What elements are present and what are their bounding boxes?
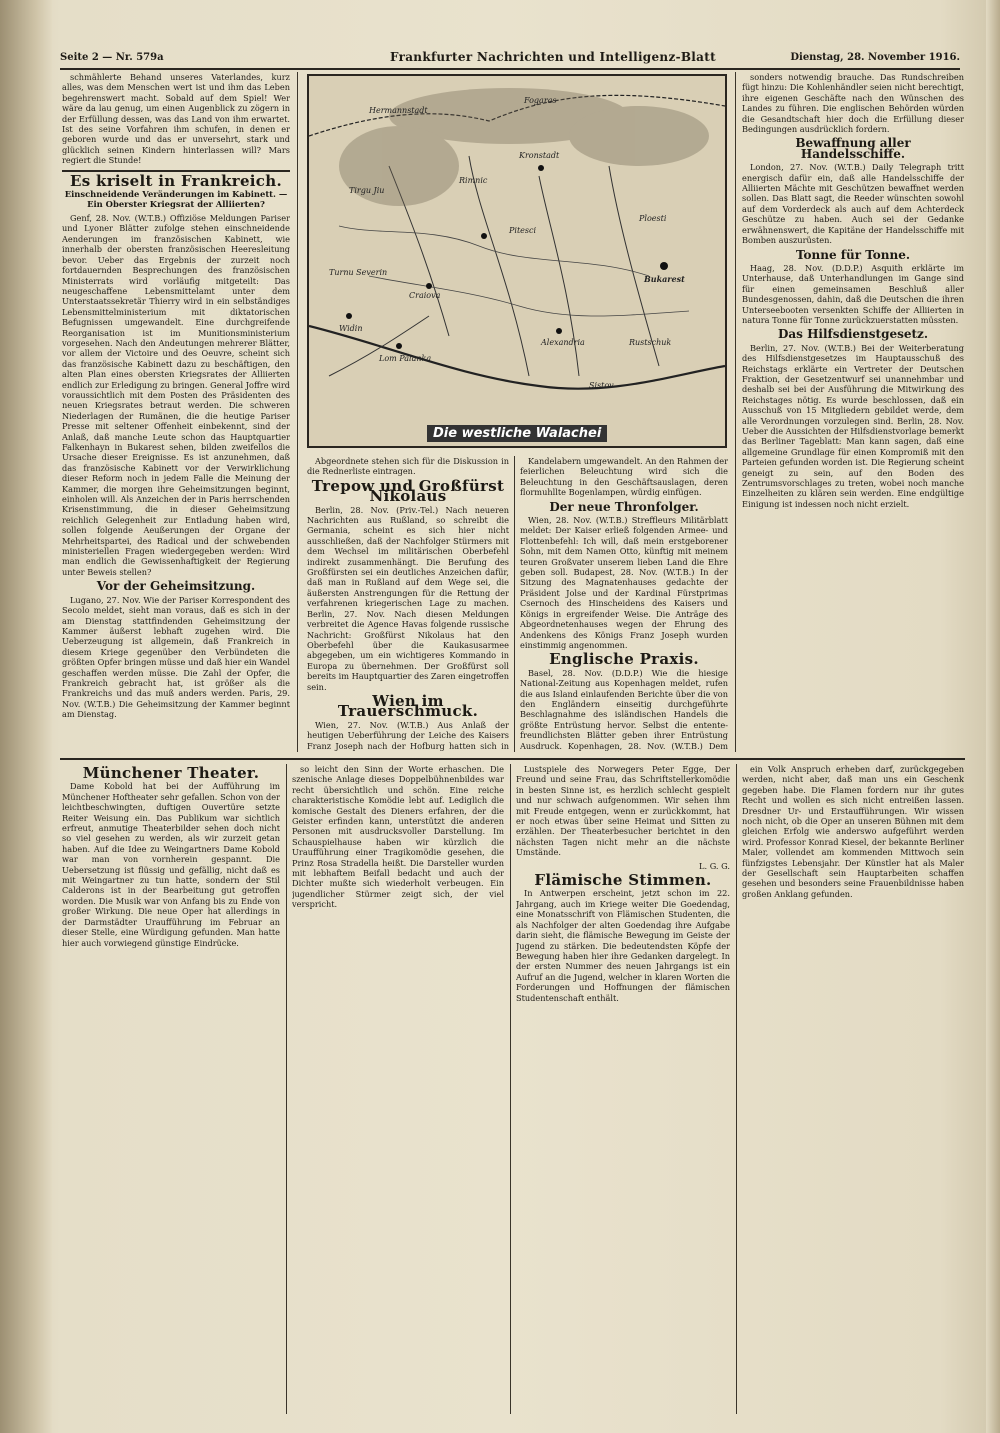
- article-wien: Wien, 27. Nov. (W.T.B.) Aus Anlaß der heutigen Ueberführung der Leiche des Kaisers Franz Joseph nach der Hofburg hatten sich in: [307, 719, 509, 751]
- headline-geheimsitzung: Vor der Geheimsitzung.: [96, 579, 256, 594]
- masthead: Frankfurter Nachrichten und Intelligenz-Blatt: [390, 50, 716, 64]
- article-flaemische-stimmen: In Antwerpen erscheint, jetzt schon im 22. Jahrgang, auch im Kriege weiter Die Goedendag, eine Monatsschrift von Flämischen Studenten, die als Nachfolger der alten Goedendag ihre Aufgabe darin sieht, die flämische Bewegung im Geiste der Jugend zu stärken. Die bedeutendsten Köpfe der Bewegung haben hier ihre Gedanken dargelegt. In der ersten Nummer des neuen Jahrgangs ist ein Aufruf an die Jugend, welcher in klaren Worten die Forderungen und Hoffnungen der flämischen Studentenschaft enthält.: [516, 888, 730, 1003]
- map-label-fogaras: Fogaras: [524, 96, 557, 105]
- article-feuilleton-notes: ein Volk Anspruch erheben darf, zurückgegeben werden, nicht aber, daß man uns ein Geschenk gegeben habe. Die Flamen fordern nur ihr gutes Recht und wollen es sich nicht entreißen lassen. Dresdner Ur- und Erstaufführungen. Wir wissen noch nicht, ob die Oper an unseren Bühnen mit dem gleichen Erfolg wie anderswo aufgeführt werden wird. Professor Konrad Kiesel, der bekannte Berliner Maler, vollendet am kommenden Mittwoch sein fünfzigstes Lebensjahr. Der Künstler hat als Maler der Gesellschaft sein Hauptarbeiten schaffen gesehen und besonders seine Frauenbildnisse haben großen Anklang gefunden.: [742, 764, 964, 899]
- column-2-intro: Abgeordnete stehen sich für die Diskussion in die Rednerliste eintragen.: [307, 456, 509, 477]
- column-3: [520, 456, 728, 752]
- subhead-frankreich: Einschneidende Veränderungen im Kabinett. — Ein Oberster Kriegsrat der Alliierten?: [64, 189, 288, 210]
- headline-trepow: Trepow und Großfürst Nikolaus: [311, 476, 505, 506]
- article-geheimsitzung: Lugano, 27. Nov. Wie der Pariser Korrespondent des Secolo meldet, sieht man voraus, daß es sich in der am Dienstag stattfindenden Geheimsitzung der Kammer äußerst lebhaft zugehen wird. Die Ueberzeugung ist allgemein, daß Frankreich in diesem Kriege gegenüber den Verbündeten die größten Opfer bringen müsse und daß hier ein Wandel geschaffen werden müsse. Die Zahl der Opfer, die Frankreich gebracht hat, ist größer als die Frankreichs und das muß anders werden. Paris, 29. Nov. (W.T.B.) Die Geheimsitzung der Kammer beginnt am Dienstag.: [62, 594, 290, 720]
- map-label-hermannstadt: Hermannstadt: [369, 106, 428, 115]
- column-rule: [286, 764, 287, 1414]
- column-1-intro: schmählerte Behand unseres Vaterlandes, kurz alles, was dem Menschen wert ist und ihm das Leben begehrenswert macht. Sobald auf dem Spiel! Wer wäre da lau genug, um einen Augenblick zu zögern in der Erfüllung dessen, was das Land von ihm erwartet. Ist des seine Vorfahren ihm schufen, in denen er geboren wurde und das er unversehrt, stark und glücklich seinen Kindern hinterlassen will? Mars regiert die Stunde!: [62, 72, 290, 166]
- column-rule: [514, 456, 515, 752]
- bottom-column-2: [292, 764, 504, 1414]
- map-label-bukarest: Bukarest: [644, 274, 685, 284]
- map-label-tirgu-jiu: Tirgu Jiu: [349, 186, 385, 195]
- headline-tonne: Tonne für Tonne.: [795, 247, 911, 262]
- bottom-column-4: [742, 764, 964, 1414]
- headline-muenchener-theater: Münchener Theater.: [82, 764, 260, 782]
- map-label-rustschuk: Rustschuk: [629, 338, 672, 347]
- column-3-intro: Kandelabern umgewandelt. An den Rahmen der feierlichen Beleuchtung wird sich die Beleuchtung in den Geschäftsauslagen, deren flormuhllte Bogenlampen, würdig einfügen.: [520, 456, 728, 498]
- article-englische-praxis: Basel, 28. Nov. (D.D.P.) Wie die hiesige National-Zeitung aus Kopenhagen meldet, rufen die aus Island einlaufenden Berichte über die von den Engländern einseitig durchgeführte Beschlagnahme des isländischen Handels die größte Entrüstung hervor. Selbst die entente-freundlichsten Blätter geben ihrer Entrüstung Ausdruck. Kopenhagen, 28. Nov. (W.T.B.) Dem: [520, 667, 728, 751]
- column-2: [307, 456, 509, 752]
- article-muenchener-theater: Dame Kobold hat bei der Aufführung im Münchener Hoftheater sehr gefallen. Schon von der leichtbeschwingten, duftigen Ouvertüre setzte Reiter Weisung ein. Das Publikum war sichtlich erfreut, anmutige Theaterbilder sehen doch nicht so viel gesehen zu werden, als wir zurzeit getan haben. Auf die Idee zu Weingartners Dame Kobold war man von vornherein gespannt. Die Uebersetzung ist flüssig und gefällig, nicht daß es mit Weingartner zu tun hatte, sondern der Stil Calderons ist in der Bearbeitung gut getroffen worden. Die Musik war von Anfang bis zu Ende von großer Wirkung. Die neue Oper hat allerdings in der Darmstädter Uraufführung im Februar an dieser Stelle, eine Würdigung gefunden. Man hatte hier auch vorwiegend günstige Eindrücke.: [62, 781, 280, 948]
- column-4-intro: sonders notwendig brauche. Das Rundschreiben fügt hinzu: Die Kohlenhändler seien nicht berechtigt, ihre eigenen Geschäfte nach den Wünschen des Landes zu führen. Die englischen Behörden würden die Gesandtschaft hier doch die Erfüllung dieser Bedingungen ausdrücklich fordern.: [742, 72, 964, 135]
- column-rule: [297, 72, 298, 752]
- map-label-craiova: Craiova: [409, 291, 441, 300]
- map-label-ploesti: Ploesti: [639, 214, 667, 223]
- map-label-rimnic: Rimnic: [459, 176, 488, 185]
- map-label-kronstadt: Kronstadt: [519, 151, 560, 160]
- page-number: Seite 2 — Nr. 579a: [60, 52, 164, 63]
- headline-flaemische-stimmen: Flämische Stimmen.: [534, 871, 712, 890]
- article-egge: Lustspiele des Norwegers Peter Egge, Der Freund und seine Frau, das Schriftstellerkomödie in besten Sinne ist, es herzlich schlecht gespielt und nur schwach aufgenommen. Wir sehen ihm mit Freude entgegen, wenn er zurückkommt, hat er noch etwas über seine Heimat und Sitten zu erzählen. Der Theaterbesucher berichtet in den nächsten Tagen nicht mehr an die nächste Umstände.: [516, 764, 730, 858]
- bottom-column-1: [62, 764, 280, 1414]
- headline-bewaffnung: Bewaffnung aller Handelsschiffe.: [795, 136, 911, 161]
- page-header: [60, 46, 960, 70]
- headline-frankreich: Es kriselt in Frankreich.: [70, 171, 282, 190]
- page-edge: [986, 0, 1000, 1433]
- issue-date: Dienstag, 28. November 1916.: [790, 52, 960, 63]
- column-rule: [510, 764, 511, 1414]
- bottom-column-3: [516, 764, 730, 1414]
- map-caption: Die westliche Walachei: [427, 425, 607, 442]
- binding-spine: [0, 0, 52, 1433]
- map-label-pitesci: Pitesci: [509, 226, 537, 235]
- article-theater-continued: so leicht den Sinn der Worte erhaschen. Die szenische Anlage dieses Doppelbühnenbildes war recht übersichtlich und schön. Eine reiche charakteristische Komödie lebt auf. Lediglich die komische Gestalt des Dieners erfahren, der die Geister erfinden kann, unterstützt die anderen Personen mit ausdrucksvoller Darstellung. Im Schauspielhause haben wir kürzlich die Uraufführung einer Tragikomödie gesehen, die Prinz Rosa Stradella heißt. Die Darsteller wurden mit lebhaftem Beifall bedacht und auch der Dichter mußte sich wiederholt verbeugen. Ein jugendlicher Stürmer zeigt sich, der viel verspricht.: [292, 764, 504, 910]
- divider: [62, 170, 290, 172]
- column-1: [62, 72, 290, 752]
- map-figure: [307, 74, 727, 448]
- feuilleton-rule: [60, 758, 965, 760]
- column-rule: [736, 764, 737, 1414]
- map-label-alexandria: Alexandria: [541, 338, 585, 347]
- map-label-turnu-severin: Turnu Severin: [329, 268, 388, 277]
- article-tonne: Haag, 28. Nov. (D.D.P.) Asquith erklärte im Unterhause, daß Unterhandlungen im Gange sind für einen gemeinsamen Beschluß aller Bundesgenossen, dahin, daß die Deutschen die ihren Unterseebooten versenkten Schiffe der Alliierten in natura Tonne für Tonne zurückzuerstatten müssten.: [742, 262, 964, 325]
- map-drawing: [309, 76, 725, 446]
- map-label-widin: Widin: [339, 324, 363, 333]
- map-label-lom-palanka: Lom Palanka: [379, 354, 432, 363]
- map-label-sistov: Sistov: [589, 381, 614, 390]
- headline-hilfsdienstgesetz: Das Hilfsdienstgesetz.: [777, 327, 929, 342]
- article-hilfsdienstgesetz: Berlin, 27. Nov. (W.T.B.) Bei der Weiterberatung des Hilfsdienstgesetzes im Hauptausschuß des Reichstags erklärte ein Vertreter der Deutschen Fraktion, der Gesetzentwurf sei unannehmbar und deshalb sei bei der Ausführung die Mitwirkung des Reichstages nötig. Es wurde beschlossen, daß ein Ausschuß von 15 Mitgliedern gebildet werde, dem alle Verordnungen vorzulegen sind. Berlin, 28. Nov. Ueber die Aussichten der Hilfsdienstvorlage bemerkt das Berliner Tageblatt: Man kann sagen, daß eine allgemeine Grundlage für einen Kompromiß mit den Parteien gefunden worden ist. Die Regierung scheint geneigt zu sein, auf den Boden des Zentrumsvorschlages zu treten, wobei noch manche Einzelheiten zu klären sein werden. Eine endgültige Einigung ist indessen noch nicht erzielt.: [742, 342, 964, 509]
- article-thronfolger: Wien, 28. Nov. (W.T.B.) Streffleurs Militärblatt meldet: Der Kaiser erließ folgenden Armee- und Flottenbefehl: Ich will, daß mein erstgeborener Sohn, mit dem Namen Otto, künftig mit meinem teuren Großvater unserem lieben Land die Ehre geben soll. Budapest, 28. Nov. (W.T.B.) In der Sitzung des Magnatenhauses gedachte der Präsident Jolse und der Kardinal Fürstprimas Csernoch des Hinscheidens des Kaisers und Königs in ergreifender Weise. Die Anträge des Abgeordnetenhauses wegen der Ehrung des Andenkens des Königs Franz Joseph wurden einstimmig angenommen.: [520, 515, 728, 650]
- headline-englische-praxis: Englische Praxis.: [549, 650, 699, 669]
- article-trepow: Berlin, 28. Nov. (Priv.-Tel.) Nach neueren Nachrichten aus Rußland, so schreibt die Germania, scheint es sich hier nicht ausschließen, daß der Nachfolger Stürmers mit dem Wechsel im militärischen Oberbefehl indirekt zusammenhängt. Die Berufung des Großfürsten sei ein deutliches Anzeichen dafür, daß man in Rußland auf dem Wege sei, die äußersten Anstrengungen für die Rettung der verfahrenen kriegerischen Lage zu machen. Berlin, 27. Nov. Nach diesen Meldungen verbreitet die Agence Havas folgende russische Nachricht: Großfürst Nikolaus hat den Oberbefehl über die Kaukasusarmee abgegeben, um ein wichtigeres Kommando in Europa zu übernehmen. Der Großfürst soll bereits im Hauptquartier des Zaren eingetroffen sein.: [307, 504, 509, 692]
- article-bewaffnung: London, 27. Nov. (W.T.B.) Daily Telegraph tritt energisch dafür ein, daß alle Handelsschiffe der Alliierten Mächte mit Geschützen bewaffnet werden sollen. Das Blatt sagt, die Reeder wünschten sowohl auf dem Vorderdeck als auch auf dem Achterdeck Geschütze zu haben. Auch sei der Gedanke erwähnenswert, die Kapitäne der Handelsschiffe mit Bomben auszurüsten.: [742, 162, 964, 246]
- column-4: [742, 72, 964, 752]
- headline-wien: Wien im Trauerschmuck.: [337, 691, 479, 721]
- headline-thronfolger: Der neue Thronfolger.: [549, 499, 699, 514]
- column-rule: [735, 72, 736, 752]
- article-signature: L. G. G.: [699, 860, 730, 871]
- article-frankreich: Genf, 28. Nov. (W.T.B.) Offiziöse Meldungen Pariser und Lyoner Blätter zufolge stehen einschneidende Aenderungen im französischen Kabinett, wie innerhalb der obersten französischen Heeresleitung bevor. Ueber das Ergebnis der zurzeit noch fortdauernden Besprechungen des französischen Ministerrats wird vorläufig mitgeteilt: Das neugeschaffene Lebensmittelamt unter dem Unterstaatssekretär Thierry wird in ein selbständiges Lebensmittelministerium mit diktatorischen Befugnissen umgewandelt. Eine durchgreifende Reorganisation ist im Munitionsministerium vorgesehen. Nach den Andeutungen mehrerer Blätter, vor allem der Victoire und des Oeuvre, scheint sich das französische Kabinett dazu zu beschäftigen, den alten Plan eines obersten Kriegsrates der Alliierten endlich zur Erledigung zu bringen. General Joffre wird voraussichtlich mit dem Posten des Präsidenten des neuen Kriegsrates betraut werden. Die schweren Niederlagen der Rumänen, die die heutige Pariser Presse mit seltener Offenheit einbekennt, sind der Anlaß, daß manche Leute schon das Hauptquartier Falkenhayn in Bukarest sehen, bilden zweifellos die Ursache dieser Ereignisse. Es ist anzunehmen, daß das französische Kabinett vor der Verwirklichung dieser Reform noch in jedem Falle die Meinung der Kammer, die morgen ihre Geheimsitzungen beginnt, einholen will. Als Anzeichen der in Paris herrschenden Krisenstimmung, die in dieser Geheimsitzung reichlich Gelegenheit zur Entladung haben wird, sollen folgende Aeußerungen der Organe der Mehrheitspartei, des Radical und der schwebenden ministeriellen Fragen wiedergegeben werden: Wird man endlich die Gewissenhaftigkeit der Regierung unter Beweis stellen?: [62, 213, 290, 577]
